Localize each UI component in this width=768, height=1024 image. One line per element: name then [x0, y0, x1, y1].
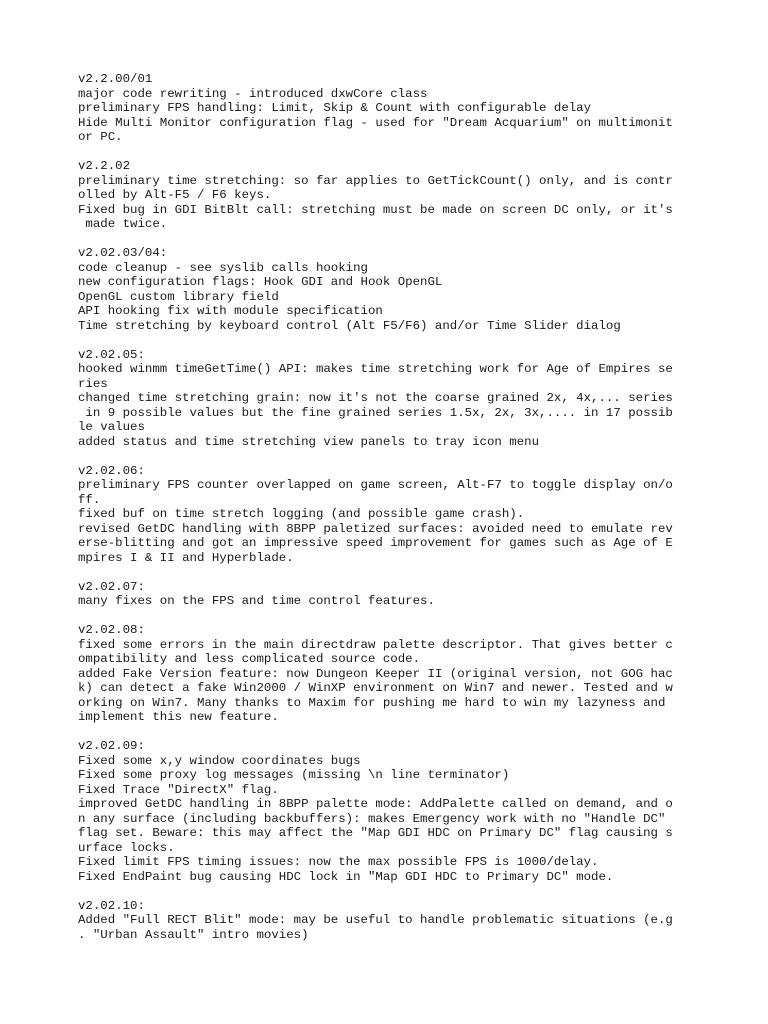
blank-line	[78, 232, 708, 247]
changelog-line: or PC.	[78, 130, 123, 144]
changelog-line: k) can detect a fake Win2000 / WinXP environment on Win7 and newer. Tested and w	[78, 681, 673, 695]
changelog-line: in 9 possible values but the fine grained series 1.5x, 2x, 3x,.... in 17 possib	[78, 405, 673, 420]
blank-line	[78, 333, 708, 348]
changelog-line: le values	[78, 420, 145, 434]
changelog-line: fixed some errors in the main directdraw palette descriptor. That gives better c	[78, 637, 673, 652]
changelog-line: ries	[78, 376, 108, 391]
version-heading: v2.02.03/04:	[78, 246, 168, 260]
changelog-document	[78, 72, 708, 942]
version-heading: v2.02.05:	[78, 347, 145, 362]
changelog-line: made twice.	[78, 217, 168, 231]
version-heading: v2.2.00/01	[78, 72, 153, 86]
blank-line	[78, 145, 708, 160]
version-heading: v2.2.02	[78, 159, 131, 173]
blank-line	[78, 884, 708, 899]
changelog-line: olled by Alt-F5 / F6 keys.	[78, 188, 272, 202]
blank-line	[78, 565, 708, 580]
changelog-line: Fixed EndPaint bug causing HDC lock in "Map GDI HDC to Primary DC" mode.	[78, 869, 614, 884]
changelog-line: preliminary FPS handling: Limit, Skip & Count with configurable delay	[78, 101, 592, 115]
version-heading: v2.02.10:	[78, 898, 145, 913]
changelog-line: added Fake Version feature: now Dungeon Keeper II (original version, not GOG hac	[78, 666, 673, 681]
changelog-line: erse-blitting and got an impressive speed improvement for games such as Age of E	[78, 536, 673, 550]
version-heading: v2.02.08:	[78, 623, 145, 637]
version-heading: v2.02.09:	[78, 739, 145, 753]
changelog-line: implement this new feature.	[78, 710, 279, 724]
changelog-line: added status and time stretching view panels to tray icon menu	[78, 434, 540, 449]
changelog-line: mpires I & II and Hyperblade.	[78, 550, 294, 565]
changelog-line: Fixed limit FPS timing issues: now the max possible FPS is 1000/delay.	[78, 855, 599, 869]
changelog-line: preliminary FPS counter overlapped on game screen, Alt-F7 to toggle display on/o	[78, 478, 673, 492]
changelog-line: changed time stretching grain: now it's not the coarse grained 2x, 4x,... series	[78, 391, 673, 405]
changelog-line: ff.	[78, 492, 101, 507]
changelog-line: hooked winmm timeGetTime() API: makes time stretching work for Age of Empires se	[78, 362, 673, 376]
changelog-line: Fixed Trace "DirectX" flag.	[78, 782, 279, 797]
changelog-line: many fixes on the FPS and time control features.	[78, 594, 435, 608]
changelog-line: improved GetDC handling in 8BPP palette mode: AddPalette called on demand, and o	[78, 797, 673, 811]
changelog-line: orking on Win7. Many thanks to Maxim for pushing me hard to win my lazyness and	[78, 695, 666, 710]
changelog-line: revised GetDC handling with 8BPP paletized surfaces: avoided need to emulate rev	[78, 521, 673, 536]
changelog-line: new configuration flags: Hook GDI and Hook OpenGL	[78, 275, 443, 289]
changelog-line: fixed buf on time stretch logging (and possible game crash).	[78, 507, 525, 521]
changelog-line: code cleanup - see syslib calls hooking	[78, 260, 368, 275]
blank-line	[78, 449, 708, 464]
changelog-line: major code rewriting - introduced dxwCore class	[78, 86, 428, 101]
changelog-line: Fixed some proxy log messages (missing \n line terminator)	[78, 768, 510, 782]
changelog-line: flag set. Beware: this may affect the "Map GDI HDC on Primary DC" flag causing s	[78, 826, 673, 840]
changelog-line: preliminary time stretching: so far applies to GetTickCount() only, and is contr	[78, 173, 673, 188]
changelog-line: Time stretching by keyboard control (Alt F5/F6) and/or Time Slider dialog	[78, 318, 621, 333]
changelog-line: Hide Multi Monitor configuration flag - used for "Dream Acquarium" on multimonit	[78, 115, 673, 130]
version-heading: v2.02.06:	[78, 463, 145, 478]
changelog-line: Fixed bug in GDI BitBlt call: stretching must be made on screen DC only, or it's	[78, 202, 673, 217]
version-heading: v2.02.07:	[78, 579, 145, 594]
changelog-line: n any surface (including backbuffers): makes Emergency work with no "Handle DC"	[78, 811, 666, 826]
blank-line	[78, 725, 708, 740]
changelog-line: Added "Full RECT Blit" mode: may be useful to handle problematic situations (e.g	[78, 913, 673, 927]
changelog-line: urface locks.	[78, 840, 175, 855]
changelog-line: OpenGL custom library field	[78, 289, 279, 304]
changelog-line: Fixed some x,y window coordinates bugs	[78, 753, 361, 768]
changelog-line: ompatibility and less complicated source code.	[78, 652, 421, 666]
changelog-line: API hooking fix with module specification	[78, 304, 383, 318]
changelog-line: . "Urban Assault" intro movies)	[78, 927, 309, 942]
blank-line	[78, 609, 708, 624]
